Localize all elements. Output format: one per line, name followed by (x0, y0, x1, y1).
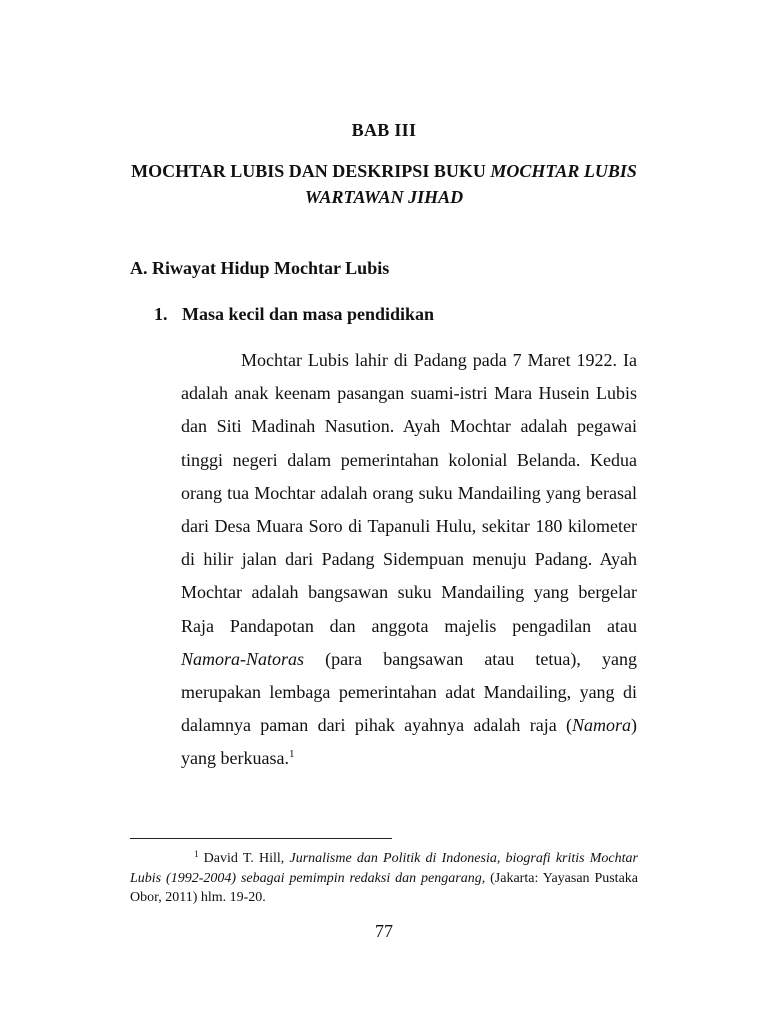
paragraph-text-2: (para bangsawan atau tetua), yang merupakan lembaga pemerintahan adat Mandailing, yang di dalamnya paman dari pihak ayahnya adalah raja ( (181, 648, 637, 736)
chapter-title-italic: MOCHTAR LUBIS WARTAWAN JIHAD (304, 161, 637, 207)
paragraph-italic-term-1: Namora-Natoras (181, 648, 305, 669)
footnote (130, 849, 638, 908)
footnote-book-title: Jurnalisme dan Politik di Indonesia, biografi kritis Mochtar Lubis (1992-2004) sebagai pemimpin redaksi dan pengarang, (130, 851, 638, 886)
subsection-heading (154, 304, 434, 325)
footnote-marker: 1 (194, 849, 199, 859)
chapter-heading: BAB III (351, 120, 417, 140)
footnote-reference[interactable]: 1 (288, 748, 295, 761)
footnote-publication: (Jakarta: Yayasan Pustaka Obor, 2011) hlm. 19-20. (130, 870, 639, 905)
subsection-label: Masa kecil dan masa pendidikan (182, 304, 435, 324)
section-heading: A. Riwayat Hidup Mochtar Lubis (130, 258, 390, 278)
subsection-number: 1. (154, 304, 168, 324)
page-number: 77 (375, 921, 393, 941)
footnote-author: David T. Hill, (198, 851, 290, 866)
footnote-divider (130, 838, 392, 839)
paragraph-text-1: Mochtar Lubis lahir di Padang pada 7 Maret 1922. Ia adalah anak keenam pasangan suami-istri Mara Husein Lubis dan Siti Madinah Nasution. Ayah Mochtar adalah pegawai tinggi negeri dalam pemerintahan kolonial Belanda. Kedua orang tua Mochtar adalah orang suku Mandailing yang berasal dari Desa Muara Soro di Tapanuli Hulu, sekitar 180 kilometer di hilir jalan dari Padang Sidempuan menuju Padang. Ayah Mochtar adalah bangsawan suku Mandailing yang bergelar Raja Pandapotan dan anggota majelis pengadilan atau (181, 350, 637, 636)
chapter-title (110, 158, 658, 210)
paragraph-italic-term-2: Namora (571, 715, 631, 736)
body-paragraph (181, 344, 637, 776)
paragraph-text-3: ) yang berkuasa. (181, 715, 637, 769)
chapter-title-plain: MOCHTAR LUBIS DAN DESKRIPSI BUKU (131, 161, 491, 181)
